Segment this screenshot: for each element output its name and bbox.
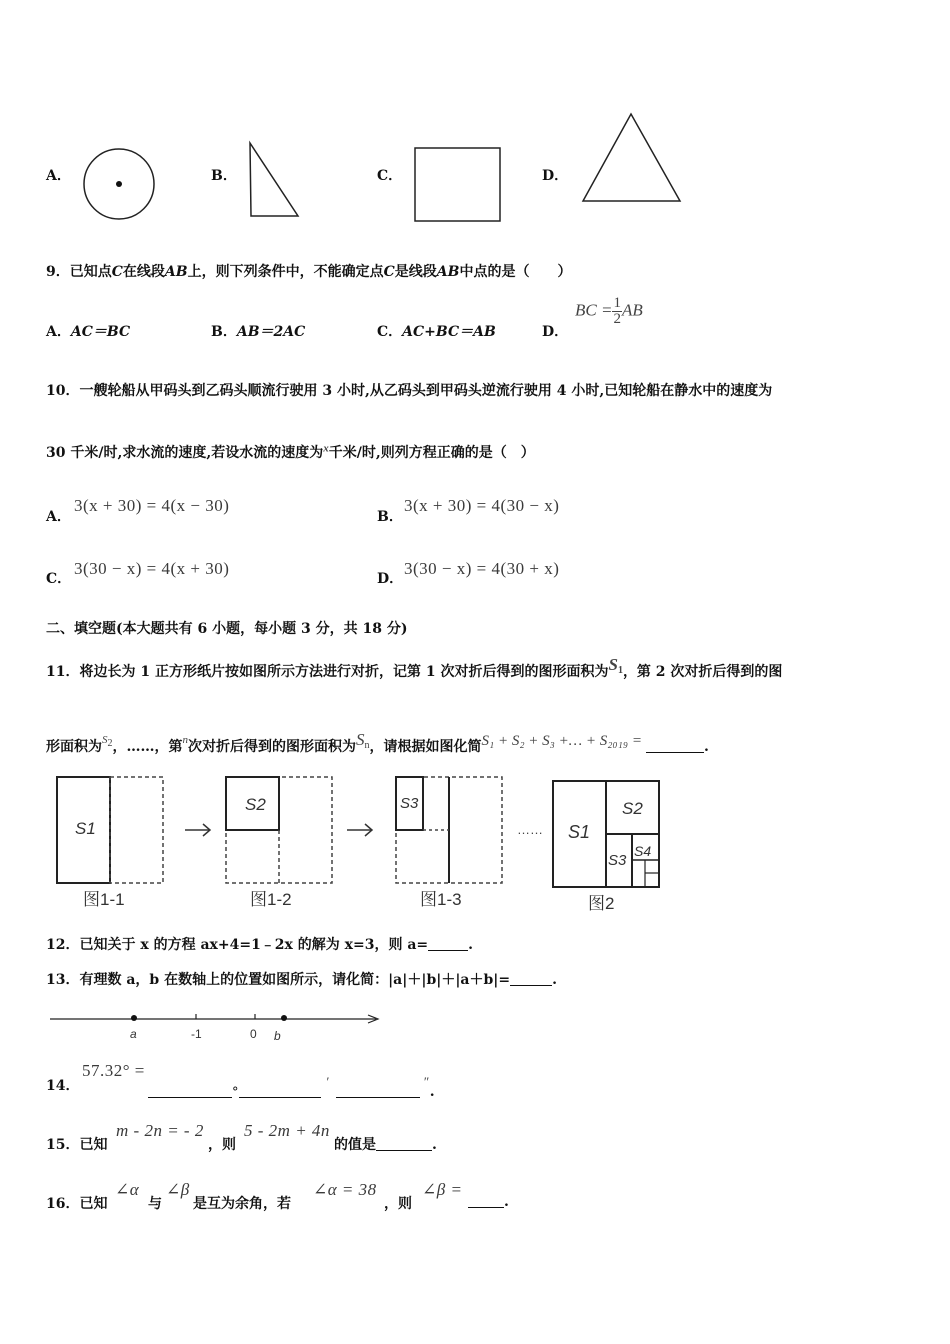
q10-option-c-equation: 3(30 − x) = 4(x + 30) [74,559,230,578]
q10-option-d-equation: 3(30 − x) = 4(30 + x) [404,559,560,578]
fig-caption-1-2: 图1-2 [250,890,292,909]
q10-stem-line2: 30 千米/时,求水流的速度,若设水流的速度为$^x$千米/时,则列方程正确的是（ ） [46,442,535,461]
q8-option-c-label: C． [377,168,403,184]
q15-expression: 5 - 2m + 4n [244,1121,330,1140]
ellipsis: …… [517,822,543,837]
q11-stem-line1: 11．将边长为 1 正方形纸片按如图所示方法进行对折，记第 1 次对折后得到的图形面积为$S_1$，第 2 次对折后得到的图 [46,655,783,680]
q16-beta: ∠β [166,1180,190,1199]
q12-stem: 12．已知关于 x 的方程 ax+4=1﹣2x 的解为 x=3，则 a= . [46,937,474,953]
q10-option-b-equation: 3(x + 30) = 4(30 − x) [404,496,560,515]
square-figure [412,146,504,224]
q9-option-a: A．AC＝BC [46,324,131,340]
q9-option-d-label: D． [542,324,569,340]
fig-caption-1-1: 图1-1 [83,890,125,909]
q11-stem-line2: 形面积为$^{S2}$，……，第$^n$次对折后得到的图形面积为$S_n$，请根据如图化简S₁ + S₂ + S₃ +… + S₂₀₁₉ = . [46,730,709,755]
q14-num: 14． [46,1078,80,1094]
fig-caption-1-3: 图1-3 [420,890,462,909]
q14-blanks: °′ ″. [148,1074,435,1100]
region-label-s2-fig12: S2 [245,795,266,814]
q10-option-a-equation: 3(x + 30) = 4(x − 30) [74,496,230,515]
q10-option-b-label: B． [377,509,403,525]
axis-label-minus1: -1 [191,1027,202,1041]
region-label-s4-fig2: S4 [634,843,652,859]
point-a [131,1015,137,1021]
q16-condition: ∠α = 38 [313,1180,377,1199]
axis-label-b: b [274,1029,281,1043]
fig-caption-2: 图2 [588,894,615,913]
q16-num: 16．已知 [46,1196,108,1212]
region-label-s3-fig13: S3 [400,795,419,812]
region-label-s1-fig11: S1 [75,819,96,838]
q16-then: ，则 [384,1196,412,1212]
q16-ask: ∠β = [422,1180,463,1199]
region-label-s1-fig2: S1 [568,822,591,842]
q16-mid: 是互为余角，若 [193,1196,291,1212]
q16-alpha: ∠α [115,1180,140,1199]
q10-option-c-label: C． [46,571,72,587]
q15-num: 15．已知 [46,1137,108,1153]
q14-expr: 57.32° = [82,1061,145,1080]
q10-option-d-label: D． [377,571,404,587]
q9-stem: 9．已知点C在线段AB上，则下列条件中，不能确定点C是线段AB中点的是（ ） [46,264,572,280]
region-label-s2-fig2: S2 [622,799,643,818]
q13-stem: 13．有理数 a，b 在数轴上的位置如图所示，请化简：|a|＋|b|＋|a＋b|= . [46,972,557,988]
axis-label-0: 0 [250,1027,257,1041]
q9-option-b: B．AB＝2AC [211,324,306,340]
folding-figures [50,770,670,915]
number-line [46,1004,386,1046]
axis-label-a: a [130,1027,137,1041]
q15-condition: m - 2n = - 2 [116,1121,204,1140]
right-triangle-figure [246,140,304,220]
section-heading: 二、填空题(本大题共有 6 小题，每小题 3 分，共 18 分) [46,621,408,637]
q8-option-a-label: A． [46,168,71,184]
q15-mid: ，则 [208,1137,236,1153]
q16-blank: . [468,1193,509,1210]
q9-option-c: C．AC+BC＝AB [377,324,496,340]
q10-stem-line1: 10．一艘轮船从甲码头到乙码头顺流行驶用 3 小时,从乙码头到甲码头逆流行驶用 4 小时,已知轮船在静水中的速度为 [46,383,773,399]
q15-tail: 的值是 . [334,1137,437,1153]
q10-option-a-label: A． [46,509,71,525]
circle-figure [82,147,158,223]
point-b [281,1015,287,1021]
q8-option-d-label: D． [542,168,569,184]
q16-and: 与 [148,1196,162,1212]
q8-option-b-label: B． [211,168,237,184]
region-label-s3-fig2: S3 [608,852,627,869]
equilateral-triangle-figure [580,110,684,206]
q9-option-d-formula: BC = $\frac{1}{2}$ AB [575,295,643,327]
